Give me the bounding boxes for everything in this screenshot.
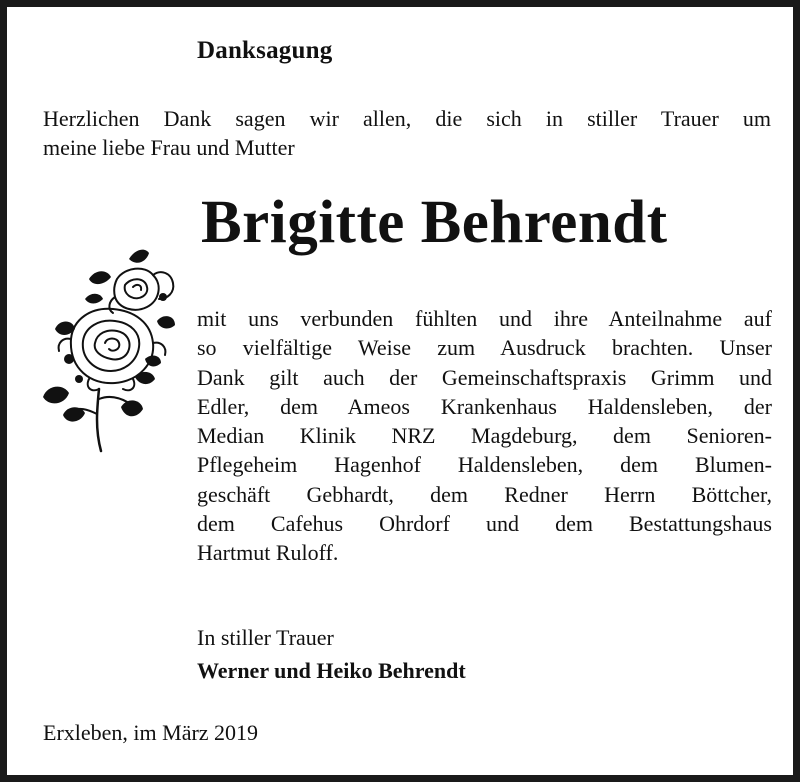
thanks-line: Hartmut Ruloff. (197, 540, 339, 566)
mourners-names: Werner und Heiko Behrendt (197, 658, 466, 683)
notice-heading: Danksagung (197, 37, 333, 64)
thanks-line: Pflegeheim Hagenhof Haldensleben, dem Blumen- (197, 452, 772, 478)
place-date: Erxleben, im März 2019 (43, 720, 259, 745)
thanks-line: dem Cafehus Ohrdorf und dem Bestattungshaus (197, 511, 772, 537)
thanks-line: so vielfältige Weise zum Ausdruck brachten. Unser (197, 335, 772, 361)
thanks-text (197, 304, 772, 568)
thanks-line: Dank gilt auch der Gemeinschaftspraxis Grimm und (197, 364, 772, 390)
thanks-line: Median Klinik NRZ Magdeburg, dem Senioren- (197, 423, 772, 449)
intro-line: meine liebe Frau und Mutter (43, 135, 295, 160)
intro-line: Herzlichen Dank sagen wir allen, die sich in stiller Trauer um (43, 106, 771, 131)
rose-icon (29, 239, 189, 459)
intro-text (43, 104, 771, 162)
thanks-line: Edler, dem Ameos Krankenhaus Haldensleben, der (197, 393, 772, 419)
thanks-line: mit uns verbunden fühlten und ihre Anteilnahme auf (197, 306, 772, 331)
thanks-line: geschäft Gebhardt, dem Redner Herrn Böttcher, (197, 481, 772, 507)
deceased-name: Brigitte Behrendt (201, 189, 668, 256)
mourning-label: In stiller Trauer (197, 625, 334, 650)
